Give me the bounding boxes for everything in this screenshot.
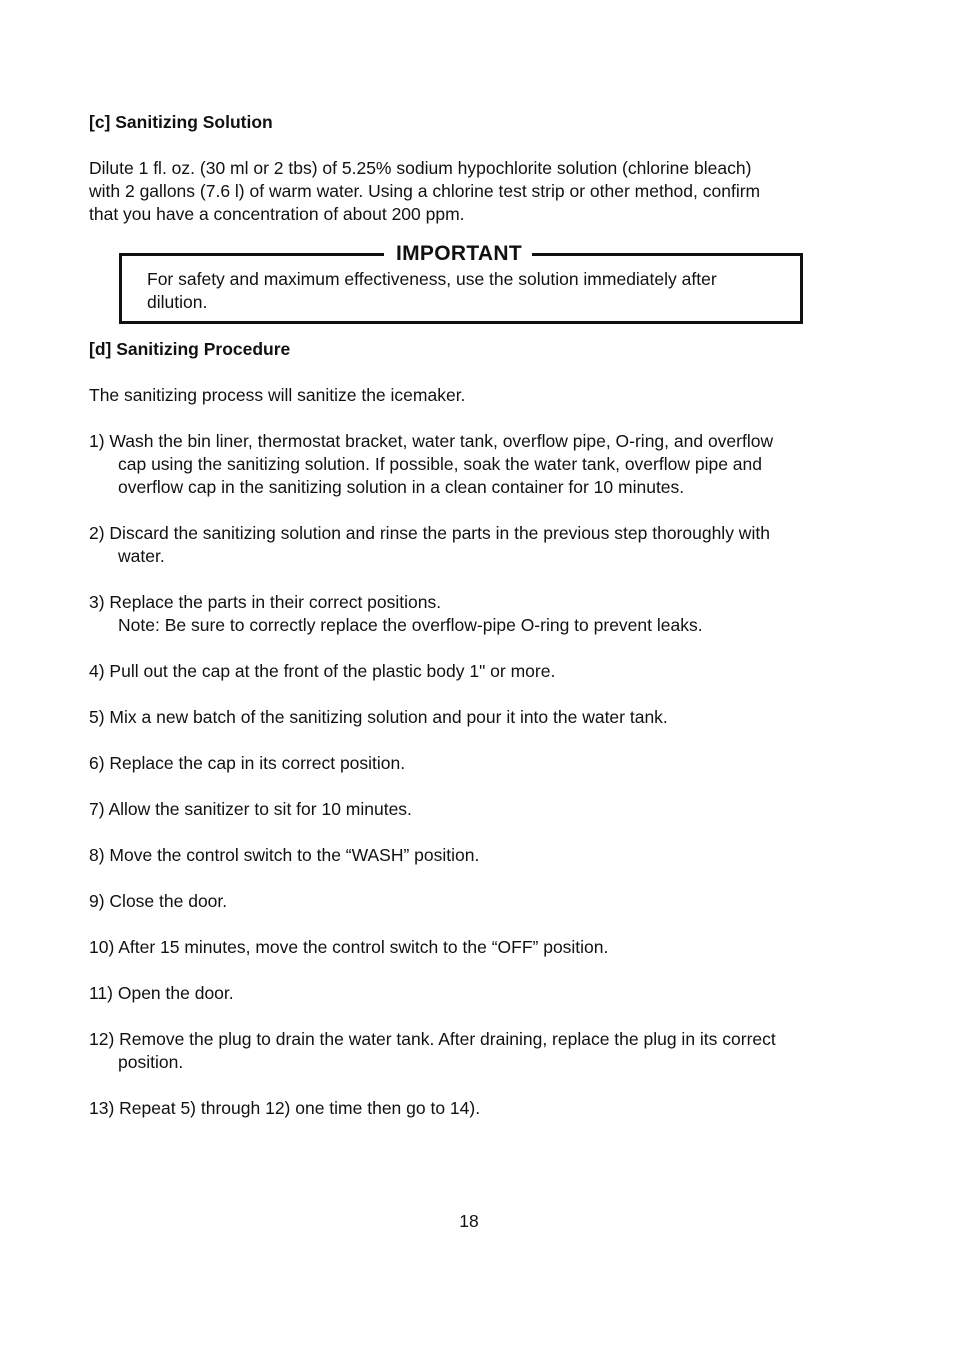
section-c-paragraph [89, 157, 849, 226]
procedure-step-7 [89, 798, 849, 821]
section-c-heading: [c] Sanitizing Solution [89, 112, 273, 132]
step-text: 11) Open the door. [89, 983, 234, 1003]
step-text: 1) Wash the bin liner, thermostat bracket, water tank, overflow pipe, O-ring, and overflow [89, 431, 774, 451]
procedure-step-13 [89, 1097, 849, 1120]
procedure-steps [89, 407, 849, 1120]
step-text: 6) Replace the cap in its correct position. [89, 753, 406, 773]
procedure-step-10 [89, 936, 849, 959]
procedure-step-3 [89, 591, 849, 637]
step-text: 5) Mix a new batch of the sanitizing solution and pour it into the water tank. [89, 707, 668, 727]
procedure-step-9 [89, 890, 849, 913]
step-continuation: water. [118, 546, 165, 566]
paragraph-line: with 2 gallons (7.6 l) of warm water. Using a chlorine test strip or other method, confirm [89, 181, 761, 201]
procedure-step-12 [89, 1028, 849, 1074]
procedure-step-8 [89, 844, 849, 867]
important-line: For safety and maximum effectiveness, use the solution immediately after [147, 269, 717, 289]
step-text: 3) Replace the parts in their correct positions. [89, 592, 442, 612]
paragraph-line: that you have a concentration of about 200 ppm. [89, 204, 465, 224]
step-continuation: overflow cap in the sanitizing solution in a clean container for 10 minutes. [118, 477, 685, 497]
page-number: 18 [459, 1211, 479, 1231]
step-text: 2) Discard the sanitizing solution and rinse the parts in the previous step thoroughly with [89, 523, 770, 543]
step-text: 12) Remove the plug to drain the water tank. After draining, replace the plug in its correct [89, 1029, 776, 1049]
procedure-step-2 [89, 522, 849, 568]
step-text: 10) After 15 minutes, move the control switch to the “OFF” position. [89, 937, 609, 957]
step-continuation: Note: Be sure to correctly replace the overflow-pipe O-ring to prevent leaks. [118, 615, 703, 635]
important-title: IMPORTANT [384, 242, 532, 266]
paragraph-line: Dilute 1 fl. oz. (30 ml or 2 tbs) of 5.25% sodium hypochlorite solution (chlorine bleach) [89, 158, 752, 178]
procedure-step-5 [89, 706, 849, 729]
procedure-step-11 [89, 982, 849, 1005]
procedure-step-4 [89, 660, 849, 683]
important-box [119, 242, 803, 324]
step-text: 9) Close the door. [89, 891, 228, 911]
section-d-heading: [d] Sanitizing Procedure [89, 339, 291, 359]
step-continuation: position. [118, 1052, 184, 1072]
step-text: 4) Pull out the cap at the front of the plastic body 1" or more. [89, 661, 556, 681]
section-d-intro: The sanitizing process will sanitize the icemaker. [89, 385, 466, 405]
important-line: dilution. [147, 292, 208, 312]
procedure-step-6 [89, 752, 849, 775]
step-text: 8) Move the control switch to the “WASH” position. [89, 845, 480, 865]
step-continuation: cap using the sanitizing solution. If possible, soak the water tank, overflow pipe and [118, 454, 762, 474]
procedure-step-1 [89, 430, 849, 499]
step-text: 13) Repeat 5) through 12) one time then go to 14). [89, 1098, 481, 1118]
document-page [89, 111, 849, 1120]
step-text: 7) Allow the sanitizer to sit for 10 minutes. [89, 799, 412, 819]
